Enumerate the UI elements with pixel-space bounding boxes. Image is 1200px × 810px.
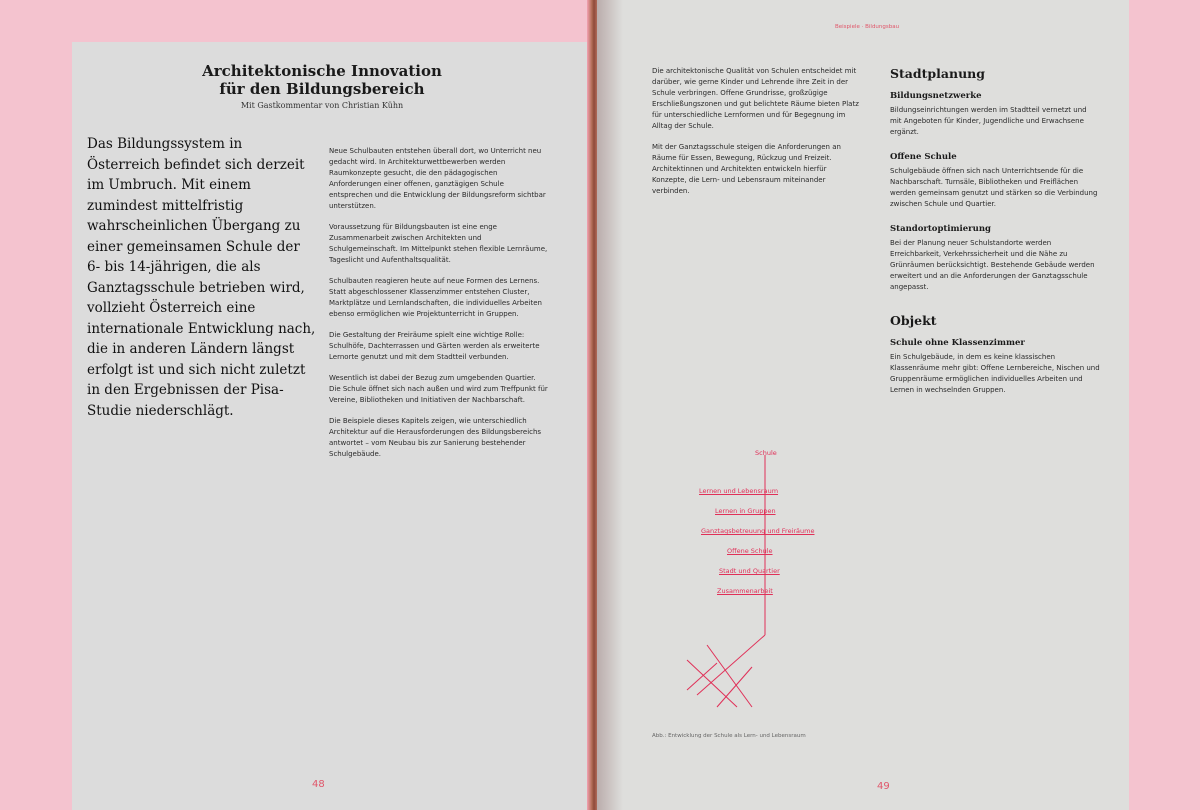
body-paragraph: Die Beispiele dieses Kapitels zeigen, wie unterschiedlich Architektur auf die Herausforderungen des Bildungsbereichs antwortet – vom Neubau bis zur Sanierung bestehender Schulgebäude. (329, 417, 542, 458)
object-title: Schule ohne Klassenzimmer (890, 338, 1025, 348)
page-subtitle: Mit Gastkommentar von Christian Kühn (240, 101, 404, 110)
body-paragraph: Die Gestaltung der Freiräume spielt eine wichtige Rolle: Schulhöfe, Dachterrassen und Gärten werden als erweiterte Lernorte genutzt und mit dem Stadtteil verbunden. (329, 331, 540, 361)
body-paragraph: Voraussetzung für Bildungsbauten ist eine enge Zusammenarbeit zwischen Architekten und Schulgemeinschaft. Im Mittelpunkt stehen flexible Lernräume, Tageslicht und Aufenthaltsqualität. (329, 223, 548, 264)
object-text: Ein Schulgebäude, in dem es keine klassischen Klassenräume mehr gibt: Offene Lernbereiche, Nischen und Gruppenräume ermöglichen individuelles Arbeiten und Lernen in wechselnden Gruppen. (890, 353, 1100, 394)
left-body-column (329, 146, 549, 470)
body-paragraph: Neue Schulbauten entstehen überall dort, wo Unterricht neu gedacht wird. In Architekturwettbewerben werden Raumkonzepte gesucht, die den pädagogischen Anforderungen einer offenen, ganztägigen Schule entsprechen und die Entwicklung der Bildungsreform sichtbar unterstützen. (329, 147, 546, 210)
lead-paragraph: Das Bildungssystem in Österreich befindet sich derzeit im Umbruch. Mit einem zumindest mittelfristig wahrscheinlichen Übergang zu einer gemeinsamen Schule der 6- bis 14-jährigen, die als Ganztagsschule betrieben wird, vollzieht Österreich eine internationale Entwicklung nach, die in anderen Ländern längst erfolgt ist und sich nicht zuletzt in den Ergebnissen der Pisa-Studie niederschlägt. (87, 136, 316, 419)
title-line-1: Architektonische Innovation (202, 62, 442, 80)
body-paragraph: Schulbauten reagieren heute auf neue Formen des Lernens. Statt abgeschlossener Klassenzimmer entstehen Cluster, Marktplätze und Lernlandschaften, die individuelles Arbeiten ebenso ermöglichen wie Projektunterricht in Gruppen. (329, 277, 542, 318)
section-title: Offene Schule (890, 152, 957, 162)
spine-shadow (597, 0, 623, 810)
sidebar-heading: Stadtplanung (890, 66, 986, 81)
page-number: 48 (312, 779, 325, 790)
sidebar-heading-object: Objekt (890, 313, 937, 328)
book-spine (587, 0, 597, 810)
section-text: Bei der Planung neuer Schulstandorte werden Erreichbarkeit, Verkehrssicherheit und die Nähe zu Grünräumen berücksichtigt. Bestehende Gebäude werden erweitert und an die Anforderungen der Ganztagsschule angepasst. (890, 239, 1095, 291)
diagram-label: Lernen und Lebensraum (699, 487, 779, 495)
body-paragraph: Mit der Ganztagsschule steigen die Anforderungen an Räume für Essen, Bewegung, Rückzug und Freizeit. Architektinnen und Architekten entwickeln hierfür Konzepte, die Lern- und Lebensraum miteinander verbinden. (652, 143, 841, 195)
diagram-label: Lernen in Gruppen (715, 507, 776, 515)
section-title: Standortoptimierung (890, 224, 991, 234)
diagram-label: Schule (755, 449, 777, 457)
page-number: 49 (877, 781, 890, 792)
body-paragraph: Wesentlich ist dabei der Bezug zum umgebenden Quartier. Die Schule öffnet sich nach außen und wird zum Treffpunkt für Vereine, Bibliotheken und Initiativen der Nachbarschaft. (329, 374, 548, 404)
figure-caption: Abb.: Entwicklung der Schule als Lern- und Lebensraum (652, 733, 806, 739)
right-body-column (652, 66, 862, 207)
diagram-label: Ganztagsbetreuung und Freiräume (701, 527, 815, 535)
running-header: Beispiele · Bildungsbau (835, 24, 900, 30)
body-paragraph: Die architektonische Qualität von Schulen entscheidet mit darüber, wie gerne Kinder und Lehrende ihre Zeit in der Schule verbringen. Offene Grundrisse, großzügige Erschließungszonen und gut belichtete Räume bieten Platz für unterschiedliche Lernformen und für Begegnung im Alltag der Schule. (652, 67, 859, 130)
sidebar-column (890, 68, 1100, 410)
section-text: Bildungseinrichtungen werden im Stadtteil vernetzt und mit Angeboten für Kinder, Jugendliche und Erwachsene ergänzt. (890, 106, 1087, 136)
diagram-label: Offene Schule (727, 547, 773, 555)
title-line-2: für den Bildungsbereich (219, 80, 425, 98)
diagram-label: Stadt und Quartier (719, 567, 780, 575)
right-page (597, 0, 1129, 810)
section-title: Bildungsnetzwerke (890, 91, 982, 101)
page-title (172, 62, 472, 98)
diagram-label: Zusammenarbeit (717, 587, 773, 595)
diagram-lines (677, 445, 817, 715)
section-text: Schulgebäude öffnen sich nach Unterrichtsende für die Nachbarschaft. Turnsäle, Bibliotheken und Freiflächen werden gemeinsam genutzt und stärken so die Verbindung zwischen Schule und Quartier. (890, 167, 1098, 208)
school-diagram (677, 445, 817, 715)
left-page (72, 42, 587, 810)
